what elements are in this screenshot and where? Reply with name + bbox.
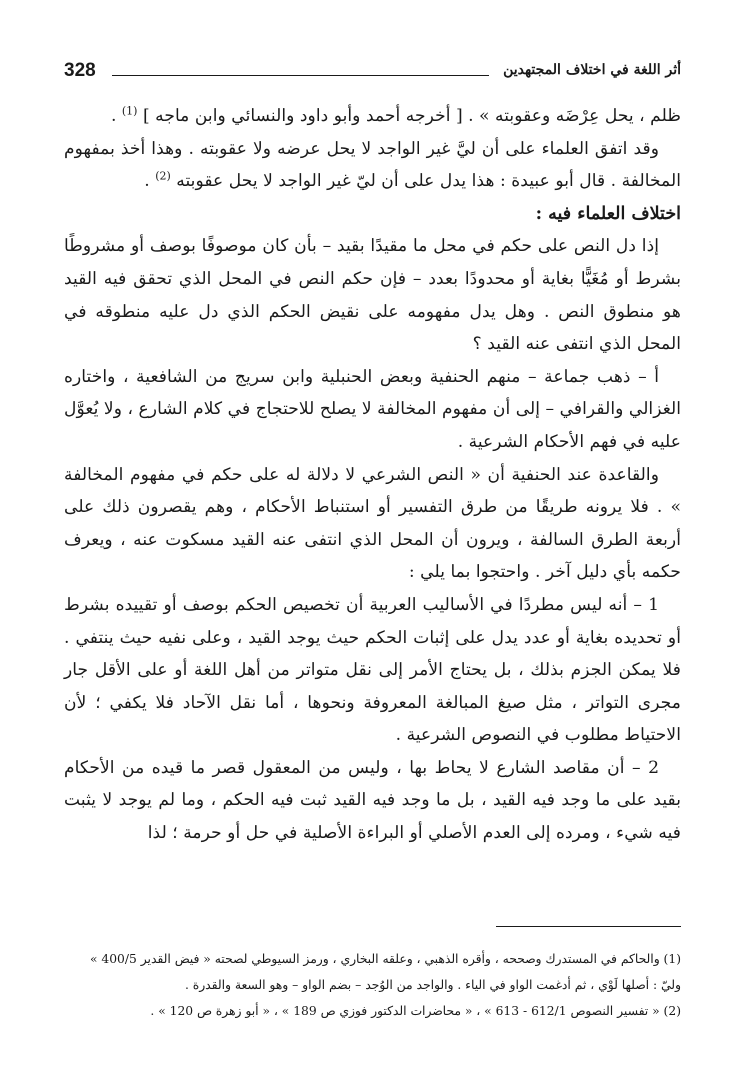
- paragraph: 1 – أنه ليس مطردًا في الأساليب العربية أن تخصيص الحكم بوصف أو تقييده بشرط أو تحديده بغاية أو عدد يدل على إثبات الحكم حيث يوجد القيد ، وعلى نفيه حيث ينتفي . فلا يمكن الجزم بذلك ، بل يحتاج الأمر إلى نقل متواتر من أهل اللغة أو على الأقل جار مجرى التواتر ، مثل صيغ المبالغة المعروفة ونحوها ، أما نقل الآحاد فلا يكفي ؛ لأن الاحتياط مطلوب في النصوص الشرعية .: [64, 594, 681, 746]
- footnote-ref: (2): [155, 169, 171, 183]
- footnote: (1) والحاكم في المستدرك وصححه ، وأقره الذهبي ، وعلقه البخاري ، ورمز السيوطي لصحته « فيض القدير 400/5 »: [89, 952, 681, 966]
- footnote-ref: (1): [121, 104, 138, 118]
- paragraph: والقاعدة عند الحنفية أن « النص الشرعي لا دلالة له على حكم في مفهوم المخالفة » . فلا يرونه طريقًا من طرق التفسير أو استنباط الأحكام ، وهم يقصرون ذلك على أربعة الطرق السالفة ، ويرون أن المحل الذي انتفى عنه القيد مسكوت عنه ، ويعرف حكمه بأي دليل آخر . واحتجوا بما يلي :: [64, 464, 681, 583]
- section-heading: اختلاف العلماء فيه :: [535, 203, 681, 224]
- paragraph: وقد اتفق العلماء على أن ليَّ غير الواجد لا يحل عرضه ولا عقوبته . وهذا أخذ بمفهوم المخالفة . قال أبو عبيدة : هذا يدل على أن ليّ غير الواجد لا يحل عقوبته $^{(2)}$ .: [64, 138, 681, 192]
- page-header: [64, 58, 681, 88]
- paragraph: أ – ذهب جماعة – منهم الحنفية وبعض الحنبلية وابن سريج من الشافعية ، واختاره الغزالي والقرافي – إلى أن مفهوم المخالفة لا يصلح للاحتجاج في كلام الشارع ، ولا يُعوَّل عليه في فهم الأحكام الشرعية .: [64, 366, 681, 452]
- footnotes: [64, 946, 681, 1024]
- paragraph: 2 – أن مقاصد الشارع لا يحاط بها ، وليس من المعقول قصر ما قيده من الأحكام بقيد على ما وجد فيه القيد ، بل ما وجد فيه القيد ثبت فيه الحكم ، وما لم يوجد لا يثبت فيه شيء ، ومرده إلى العدم الأصلي أو البراءة الأصلية في حل أو حرمة ؛ لذا: [64, 757, 681, 844]
- paragraph: إذا دل النص على حكم في محل ما مقيدًا بقيد – بأن كان موصوفًا بوصف أو مشروطًا بشرط أو مُغَيًّا بغاية أو محدودًا بعدد – فإن حكم النص في المحل الذي تحقق فيه القيد هو منطوق النص . وهل يدل مفهومه على نقيض الحكم الذي دل عليه منطوقه في المحل الذي انتفى عنه القيد ؟: [64, 236, 681, 355]
- footnote: وليّ : أصلها لَوْي ، ثم أدغمت الواو في الياء . والواجد من الوُجد – بضم الواو – وهو السعة والقدرة .: [184, 978, 681, 992]
- footnote-rule: [496, 926, 681, 927]
- footnote: (2) « تفسير النصوص 612/1 - 613 » ، « محاضرات الدكتور فوزي ص 189 » ، « أبو زهرة ص 120 » .: [150, 1004, 681, 1018]
- main-text: [64, 100, 681, 850]
- page-number: 328: [64, 60, 96, 81]
- header-rule: [112, 75, 489, 76]
- paragraph: ظلم ، يحل عِرْضَه وعقوبته » . [ أخرجه أحمد وأبو داود والنسائي وابن ماجه ] $^{(1)}$ .: [110, 104, 681, 126]
- running-title: أثر اللغة في اختلاف المجتهدين: [503, 62, 681, 78]
